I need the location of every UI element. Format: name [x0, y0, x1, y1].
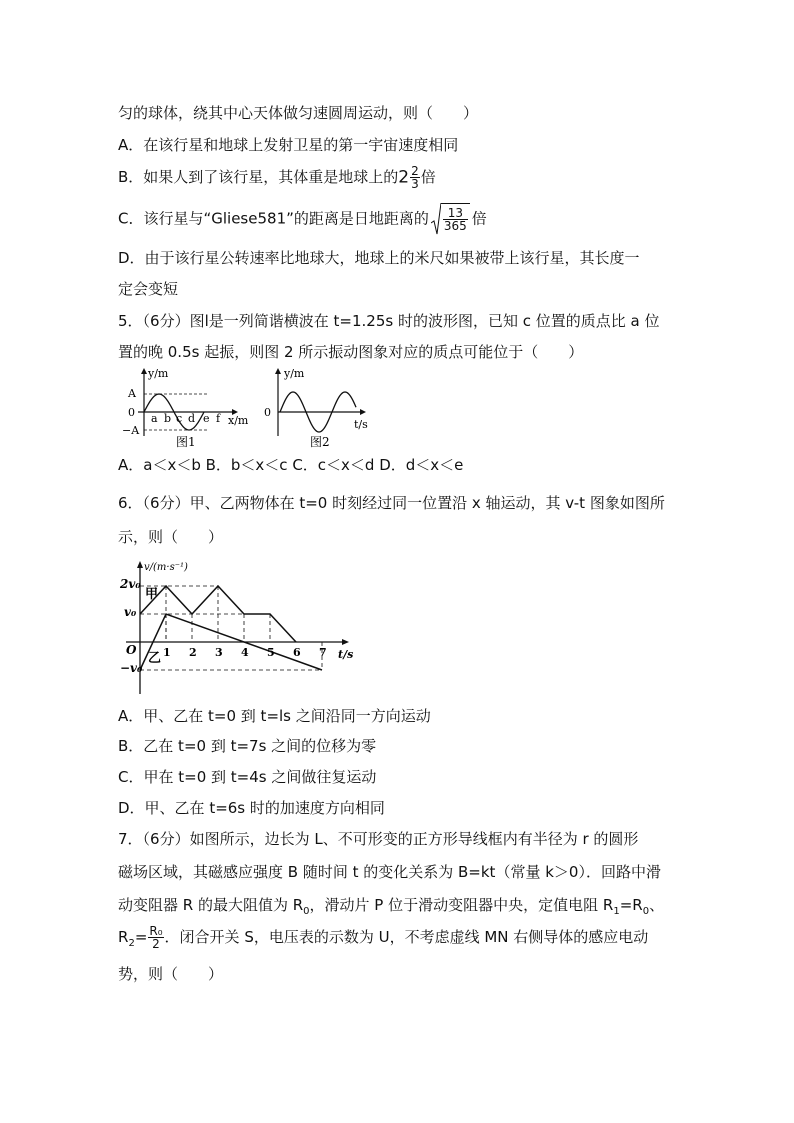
q4-option-c-tail: 倍 [471, 209, 487, 228]
q6-option-c: C．甲在 t=0 到 t=4s 之间做往复运动 [118, 768, 377, 786]
q7-stem-line3 [118, 895, 664, 922]
q5-stem-line2: 置的晚 0.5s 起振，则图 2 所示振动图象对应的质点可能位于（ ） [118, 343, 584, 361]
q4-option-b [118, 165, 436, 190]
q6-option-a: A．甲、乙在 t=0 到 t=ls 之间沿同一方向运动 [118, 707, 431, 725]
q5-fig1-point-e: e [203, 412, 210, 425]
q6-label-yi: 乙 [148, 651, 162, 666]
fraction-numerator: 2 [411, 164, 419, 178]
q6-tick-6: 6 [293, 646, 301, 659]
q5-fig2-zero: 0 [264, 406, 271, 419]
q6-xlabel: t/s [338, 648, 354, 661]
q6-stem-line1: 6．（6分）甲、乙两物体在 t=0 时刻经过同一位置沿 x 轴运动，其 v-t 图象如图所 [118, 494, 665, 512]
q7-line3-text2: ，滑动片 P 位于滑动变阻器中央，定值电阻 R [309, 896, 614, 914]
q7-line3-text: 动变阻器 R 的最大阻值为 R [118, 896, 304, 914]
q6-label-jia: 甲 [145, 587, 159, 602]
q4-option-c-text: C．该行星与“Gliese581”的距离是日地距离的 [118, 209, 429, 228]
q5-fig1-ylabel: y/m [148, 367, 169, 380]
q6-option-d: D．甲、乙在 t=6s 时的加速度方向相同 [118, 799, 385, 817]
q7-line4-text2: ．闭合开关 S，电压表的示数为 U，不考虑虚线 MN 右侧导体的感应电动 [164, 928, 649, 946]
q7-line3-end: 、 [649, 896, 665, 914]
q5-fig1-caption: 图1 [176, 435, 196, 449]
fraction-denominator: 365 [443, 219, 467, 233]
q5-fig1-point-b: b [164, 412, 172, 425]
q5-fig1-amp: A [128, 387, 136, 400]
q6-tick-4: 4 [241, 646, 249, 659]
q5-fig1-negamp: −A [122, 424, 140, 437]
q4-option-d-line1: D．由于该行星公转速率比地球大，地球上的米尺如果被带上该行星，其长度一 [118, 249, 640, 267]
q5-fig1-point-c: c [176, 412, 183, 425]
subscript: 0 [303, 906, 310, 917]
q6-tick-1: 1 [163, 646, 171, 659]
q6-option-b: B．乙在 t=0 到 t=7s 之间的位移为零 [118, 737, 377, 755]
q5-fig2-xlabel: t/s [354, 418, 368, 431]
q5-fig1-zero: 0 [128, 406, 135, 419]
q4-option-a: A．在该行星和地球上发射卫星的第一宇宙速度相同 [118, 136, 459, 154]
q6-origin: O [126, 643, 137, 657]
q5-fig2-ylabel: y/m [284, 367, 305, 380]
q5-options: A．a＜x＜b B．b＜x＜c C．c＜x＜d D．d＜x＜e [118, 456, 464, 474]
q6-ylabel: v/(m·s⁻¹) [144, 562, 188, 573]
fraction-numerator: 13 [443, 207, 468, 220]
subscript: 0 [642, 906, 650, 917]
q6-y-negv0: −v₀ [120, 661, 143, 675]
q4-option-c [118, 203, 487, 235]
fraction-denominator: 3 [411, 177, 419, 191]
subscript: 1 [613, 906, 620, 917]
q4-option-b-fraction [410, 165, 420, 190]
fraction-numerator: R₀ [149, 924, 163, 938]
q6-vt-graph [118, 558, 360, 698]
q7-line4-text: R [118, 928, 129, 946]
q7-line3-eq: =R [619, 896, 643, 914]
q5-figure2 [264, 367, 368, 449]
q5-stem-line1: 5．（6分）图l是一列简谐横波在 t=1.25s 时的波形图，已知 c 位置的质点比 a 位 [118, 312, 660, 330]
fraction-denominator: 2 [152, 937, 160, 951]
subscript: 2 [128, 938, 135, 949]
q7-stem-line5: 势，则（ ） [118, 965, 224, 983]
q7-stem-line2: 磁场区域，其磁感应强度 B 随时间 t 的变化关系为 B=kt（常量 k＞0）．回路中滑 [118, 863, 661, 881]
q4-option-d-line2: 定会变短 [118, 280, 179, 298]
q6-tick-2: 2 [189, 646, 197, 659]
q5-fig1-xlabel: x/m [228, 414, 249, 427]
q5-figure1 [122, 367, 249, 449]
q7-line4-eq: = [134, 928, 148, 946]
q7-r0-half-fraction [148, 925, 163, 950]
q5-fig1-point-f: f [216, 412, 221, 425]
q4-stem-tail: 匀的球体，绕其中心天体做匀速圆周运动，则（ ） [118, 104, 479, 122]
q6-tick-5: 5 [267, 646, 275, 659]
q5-fig1-point-a: a [151, 412, 158, 425]
q4-option-b-int: 2 [398, 167, 410, 188]
q6-y-2v0: 2v₀ [120, 577, 141, 591]
q6-y-v0: v₀ [124, 605, 137, 619]
q6-tick-7: 7 [319, 646, 327, 659]
q5-figures [118, 366, 378, 452]
q5-fig2-caption: 图2 [310, 435, 330, 449]
q7-stem-line1: 7．（6分）如图所示，边长为 L、不可形变的正方形导线框内有半径为 r 的圆形 [118, 830, 639, 848]
q4-option-b-text: B．如果人到了该行星，其体重是地球上的 [118, 168, 399, 186]
q4-option-b-tail: 倍 [420, 168, 436, 186]
sqrt-symbol [431, 203, 470, 235]
q7-stem-line4 [118, 922, 648, 959]
q6-stem-line2: 示，则（ ） [118, 528, 224, 546]
q6-tick-3: 3 [215, 646, 223, 659]
q5-fig1-point-d: d [188, 412, 196, 425]
